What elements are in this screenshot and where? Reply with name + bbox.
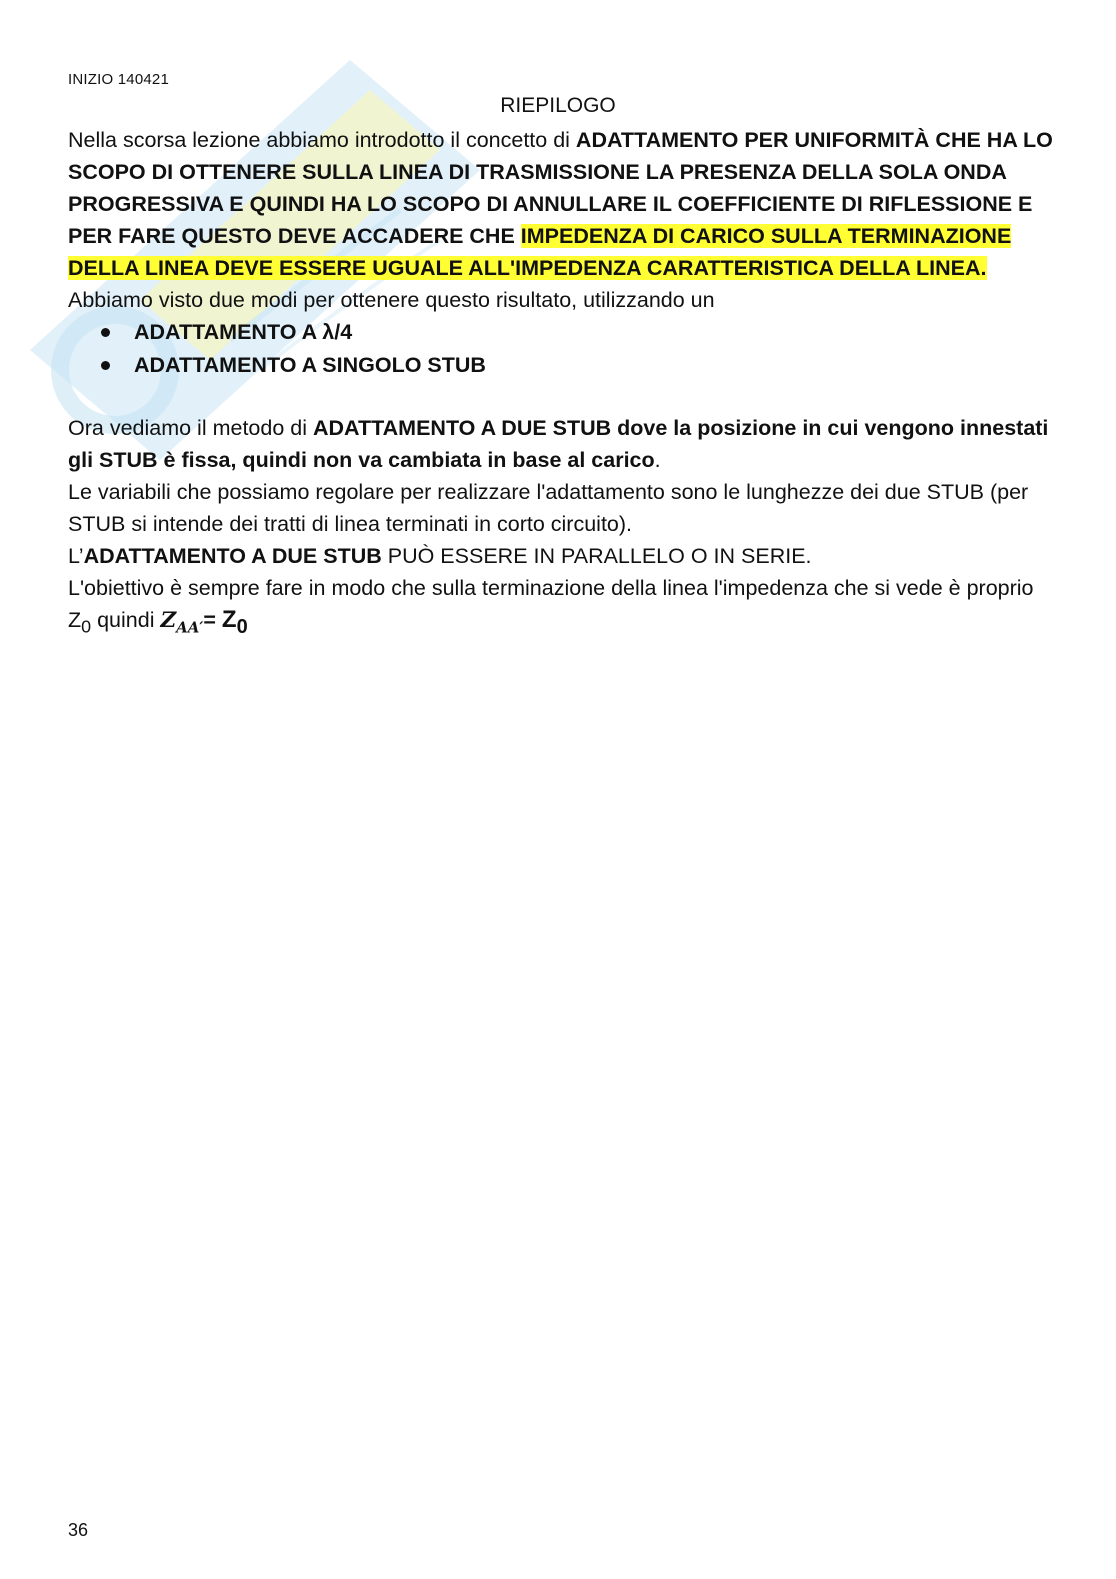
bullet-dot-icon bbox=[101, 328, 110, 337]
paragraph-parallel-series bbox=[68, 540, 1058, 572]
paragraph-spacer bbox=[68, 382, 1058, 412]
paragraph-parallel-series-end: PUÒ ESSERE IN PARALLELO O IN SERIE. bbox=[381, 544, 812, 568]
paragraph-summary-text: Nella scorsa lezione abbiamo introdotto il concetto di bbox=[68, 128, 576, 152]
bullet-item-label: ADATTAMENTO A λ/4 bbox=[134, 320, 353, 344]
bullet-dot-icon bbox=[101, 361, 110, 370]
formula-equals: = bbox=[203, 608, 222, 632]
paragraph-objective-text: L'obiettivo è sempre fare in modo che sulla terminazione della linea l'impedenza che si vede è proprio Z bbox=[68, 576, 1034, 632]
z0-subscript: 0 bbox=[81, 616, 92, 637]
formula-z0 bbox=[221, 606, 248, 638]
bullet-item bbox=[68, 316, 1058, 349]
paragraph-methods-intro: Abbiamo visto due modi per ottenere questo risultato, utilizzando un bbox=[68, 288, 715, 312]
paragraph-objective bbox=[68, 572, 1058, 643]
document-body bbox=[68, 124, 1058, 643]
paragraph-parallel-series-bold: ADATTAMENTO A DUE STUB bbox=[83, 544, 382, 568]
section-title: RIEPILOGO bbox=[500, 94, 616, 117]
paragraph-variables: Le variabili che possiamo regolare per realizzare l'adattamento sono le lunghezze dei due STUB (per STUB si intende dei tratti di linea terminati in corto circuito). bbox=[68, 480, 1029, 536]
paragraph-objective-mid: quindi bbox=[91, 608, 161, 632]
formula-z0-letter: Z bbox=[221, 606, 237, 633]
paragraph-two-stub bbox=[68, 412, 1058, 476]
page-number: 36 bbox=[68, 1520, 89, 1540]
paragraph-two-stub-bold: ADATTAMENTO A DUE STUB dove la posizione in cui vengono innestati gli STUB è fissa, quindi non va cambiata in base al carico bbox=[68, 416, 1049, 472]
paragraph-summary-highlight: IMPEDENZA DI CARICO SULLA TERMINAZIONE DELLA LINEA DEVE ESSERE UGUALE ALL'IMPEDENZA CARATTERISTICA DELLA LINEA. bbox=[68, 224, 1012, 280]
paragraph-two-stub-end: . bbox=[654, 448, 661, 472]
document-header-code: INIZIO 140421 bbox=[68, 71, 169, 88]
paragraph-summary-bold: ADATTAMENTO PER UNIFORMITÀ CHE HA LO SCOPO DI OTTENERE SULLA LINEA DI TRASMISSIONE LA PRESENZA DELLA SOLA ONDA PROGRESSIVA E QUINDI HA LO SCOPO DI ANNULLARE IL COEFFICIENTE DI RIFLESSIONE E PER FARE QUESTO DEVE ACCADERE CHE bbox=[68, 128, 1053, 248]
formula-z0-subscript: 0 bbox=[236, 615, 248, 638]
bullet-item-label: ADATTAMENTO A SINGOLO STUB bbox=[134, 353, 486, 377]
paragraph-parallel-series-start: L’ bbox=[68, 544, 84, 568]
methods-bullet-list bbox=[68, 316, 1058, 382]
impedance-formula bbox=[160, 608, 204, 637]
bullet-item bbox=[68, 349, 1058, 382]
paragraph-two-stub-text: Ora vediamo il metodo di bbox=[68, 416, 313, 440]
formula-subscript: AA′ bbox=[176, 618, 204, 637]
paragraph-summary bbox=[68, 124, 1058, 284]
formula-z: Z bbox=[160, 608, 177, 633]
